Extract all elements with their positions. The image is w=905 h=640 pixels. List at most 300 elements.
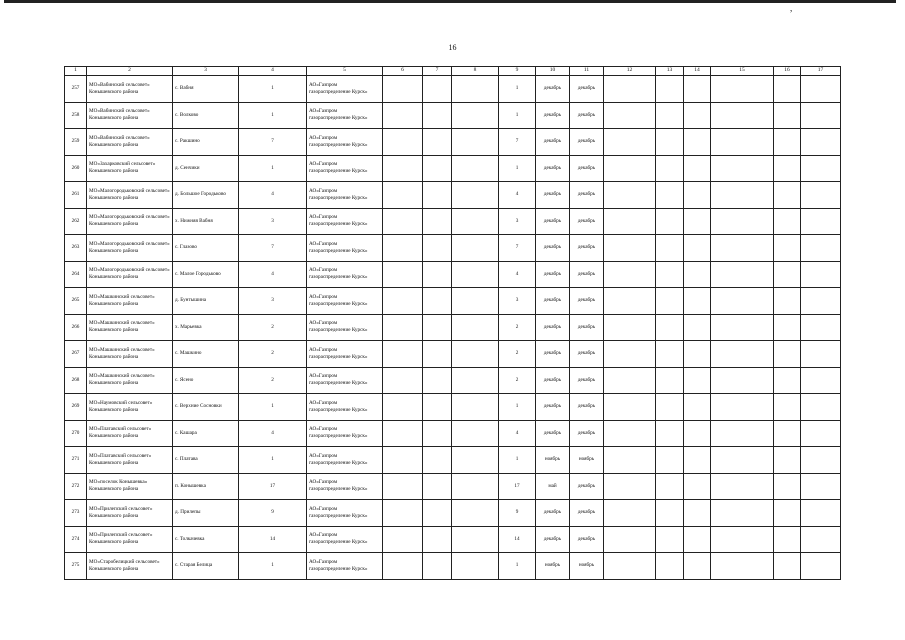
empty-cell	[711, 367, 774, 394]
table-row	[65, 102, 841, 129]
organization-cell: АО«Газпром газораспределение Курск»	[307, 235, 383, 262]
empty-cell	[774, 314, 801, 341]
start-month-cell: декабрь	[536, 341, 570, 368]
count-cell: 4	[239, 182, 307, 209]
end-month-cell: декабрь	[570, 314, 604, 341]
table-row	[65, 155, 841, 182]
organization-cell: АО«Газпром газораспределение Курск»	[307, 102, 383, 129]
empty-cell	[423, 341, 452, 368]
empty-cell	[801, 473, 841, 500]
column-header: 13	[656, 67, 684, 76]
empty-cell	[801, 394, 841, 421]
table-row	[65, 394, 841, 421]
settlement-cell: х. Марьевка	[173, 314, 239, 341]
count-cell: 1	[239, 155, 307, 182]
empty-cell	[711, 553, 774, 580]
empty-cell	[383, 394, 423, 421]
empty-cell	[684, 129, 711, 156]
count-cell: 4	[239, 420, 307, 447]
empty-cell	[452, 447, 499, 474]
end-month-cell: декабрь	[570, 473, 604, 500]
empty-cell	[383, 367, 423, 394]
settlement-cell: с. Ясено	[173, 367, 239, 394]
settlement-cell: п. Конышевка	[173, 473, 239, 500]
municipality-cell: МО«Малогородьковский сельсовет» Конышевского района	[87, 182, 173, 209]
start-month-cell: декабрь	[536, 182, 570, 209]
empty-cell	[656, 553, 684, 580]
empty-cell	[684, 76, 711, 103]
empty-cell	[801, 288, 841, 315]
empty-cell	[656, 367, 684, 394]
municipality-cell: МО«Машкинский сельсовет» Конышевского района	[87, 314, 173, 341]
empty-cell	[604, 129, 656, 156]
table-row	[65, 182, 841, 209]
count-cell: 3	[239, 288, 307, 315]
empty-cell	[604, 208, 656, 235]
organization-cell: АО«Газпром газораспределение Курск»	[307, 129, 383, 156]
empty-cell	[711, 473, 774, 500]
empty-cell	[383, 553, 423, 580]
quantity-cell: 1	[499, 447, 536, 474]
register-table	[64, 66, 841, 580]
organization-cell: АО«Газпром газораспределение Курск»	[307, 288, 383, 315]
empty-cell	[423, 208, 452, 235]
row-number-cell: 272	[65, 473, 87, 500]
empty-cell	[774, 553, 801, 580]
settlement-cell: д. Прилепы	[173, 500, 239, 527]
empty-cell	[604, 500, 656, 527]
empty-cell	[383, 235, 423, 262]
column-header: 16	[774, 67, 801, 76]
empty-cell	[711, 500, 774, 527]
empty-cell	[383, 261, 423, 288]
table-row	[65, 235, 841, 262]
settlement-cell: с. Старая Белица	[173, 553, 239, 580]
empty-cell	[656, 420, 684, 447]
count-cell: 1	[239, 102, 307, 129]
empty-cell	[452, 155, 499, 182]
empty-cell	[452, 473, 499, 500]
empty-cell	[423, 129, 452, 156]
empty-cell	[423, 261, 452, 288]
empty-cell	[711, 341, 774, 368]
organization-cell: АО«Газпром газораспределение Курск»	[307, 420, 383, 447]
organization-cell: АО«Газпром газораспределение Курск»	[307, 182, 383, 209]
count-cell: 2	[239, 367, 307, 394]
start-month-cell: декабрь	[536, 394, 570, 421]
column-header: 14	[684, 67, 711, 76]
empty-cell	[423, 500, 452, 527]
empty-cell	[711, 155, 774, 182]
count-cell: 7	[239, 129, 307, 156]
empty-cell	[604, 182, 656, 209]
empty-cell	[684, 314, 711, 341]
empty-cell	[423, 447, 452, 474]
municipality-cell: МО«Платавский сельсовет» Конышевского района	[87, 420, 173, 447]
row-number-cell: 263	[65, 235, 87, 262]
empty-cell	[452, 526, 499, 553]
empty-cell	[452, 129, 499, 156]
start-month-cell: ноябрь	[536, 553, 570, 580]
empty-cell	[452, 102, 499, 129]
empty-cell	[452, 553, 499, 580]
quantity-cell: 1	[499, 155, 536, 182]
empty-cell	[801, 341, 841, 368]
empty-cell	[774, 155, 801, 182]
empty-cell	[452, 367, 499, 394]
header-row	[65, 67, 841, 76]
organization-cell: АО«Газпром газораспределение Курск»	[307, 394, 383, 421]
empty-cell	[656, 288, 684, 315]
empty-cell	[774, 182, 801, 209]
empty-cell	[656, 473, 684, 500]
empty-cell	[801, 420, 841, 447]
empty-cell	[684, 235, 711, 262]
empty-cell	[383, 182, 423, 209]
empty-cell	[711, 129, 774, 156]
empty-cell	[774, 341, 801, 368]
quantity-cell: 4	[499, 182, 536, 209]
column-header: 9	[499, 67, 536, 76]
quantity-cell: 3	[499, 288, 536, 315]
organization-cell: АО«Газпром газораспределение Курск»	[307, 526, 383, 553]
empty-cell	[801, 314, 841, 341]
municipality-cell: МО«поселок Конышевка» Конышевского района	[87, 473, 173, 500]
empty-cell	[774, 447, 801, 474]
start-month-cell: декабрь	[536, 235, 570, 262]
end-month-cell: декабрь	[570, 394, 604, 421]
organization-cell: АО«Газпром газораспределение Курск»	[307, 314, 383, 341]
settlement-cell: с. Волково	[173, 102, 239, 129]
column-header: 3	[173, 67, 239, 76]
empty-cell	[801, 447, 841, 474]
start-month-cell: декабрь	[536, 367, 570, 394]
empty-cell	[383, 102, 423, 129]
settlement-cell: с. Кашара	[173, 420, 239, 447]
empty-cell	[711, 394, 774, 421]
empty-cell	[774, 367, 801, 394]
table-row	[65, 314, 841, 341]
empty-cell	[711, 288, 774, 315]
corner-mark: ,	[790, 3, 793, 13]
column-header: 1	[65, 67, 87, 76]
empty-cell	[423, 526, 452, 553]
empty-cell	[383, 447, 423, 474]
empty-cell	[383, 288, 423, 315]
quantity-cell: 9	[499, 500, 536, 527]
organization-cell: АО«Газпром газораспределение Курск»	[307, 473, 383, 500]
column-header: 7	[423, 67, 452, 76]
empty-cell	[684, 341, 711, 368]
empty-cell	[684, 102, 711, 129]
row-number-cell: 269	[65, 394, 87, 421]
municipality-cell: МО«Прилепский сельсовет» Конышевского района	[87, 526, 173, 553]
empty-cell	[774, 288, 801, 315]
organization-cell: АО«Газпром газораспределение Курск»	[307, 367, 383, 394]
municipality-cell: МО«Вабинский сельсовет» Конышевского района	[87, 129, 173, 156]
column-header: 11	[570, 67, 604, 76]
organization-cell: АО«Газпром газораспределение Курск»	[307, 261, 383, 288]
empty-cell	[604, 76, 656, 103]
column-header: 6	[383, 67, 423, 76]
row-number-cell: 266	[65, 314, 87, 341]
quantity-cell: 14	[499, 526, 536, 553]
empty-cell	[774, 129, 801, 156]
end-month-cell: ноябрь	[570, 553, 604, 580]
empty-cell	[656, 129, 684, 156]
organization-cell: АО«Газпром газораспределение Курск»	[307, 500, 383, 527]
empty-cell	[423, 394, 452, 421]
column-header: 4	[239, 67, 307, 76]
quantity-cell: 4	[499, 420, 536, 447]
empty-cell	[656, 76, 684, 103]
empty-cell	[711, 208, 774, 235]
empty-cell	[452, 341, 499, 368]
start-month-cell: декабрь	[536, 314, 570, 341]
row-number-cell: 260	[65, 155, 87, 182]
empty-cell	[383, 76, 423, 103]
settlement-cell: с. Машкино	[173, 341, 239, 368]
start-month-cell: ноябрь	[536, 447, 570, 474]
count-cell: 14	[239, 526, 307, 553]
empty-cell	[774, 500, 801, 527]
count-cell: 7	[239, 235, 307, 262]
empty-cell	[452, 261, 499, 288]
empty-cell	[711, 235, 774, 262]
count-cell: 9	[239, 500, 307, 527]
empty-cell	[801, 129, 841, 156]
empty-cell	[801, 155, 841, 182]
settlement-cell: с. Глазово	[173, 235, 239, 262]
row-number-cell: 273	[65, 500, 87, 527]
row-number-cell: 258	[65, 102, 87, 129]
quantity-cell: 7	[499, 129, 536, 156]
empty-cell	[656, 500, 684, 527]
row-number-cell: 274	[65, 526, 87, 553]
column-header: 17	[801, 67, 841, 76]
row-number-cell: 271	[65, 447, 87, 474]
municipality-cell: МО«Захарковский сельсовет» Конышевского района	[87, 155, 173, 182]
row-number-cell: 259	[65, 129, 87, 156]
empty-cell	[452, 314, 499, 341]
quantity-cell: 7	[499, 235, 536, 262]
settlement-cell: с. Платава	[173, 447, 239, 474]
empty-cell	[684, 208, 711, 235]
start-month-cell: декабрь	[536, 76, 570, 103]
settlement-cell: с. Верхние Сосновки	[173, 394, 239, 421]
empty-cell	[656, 261, 684, 288]
organization-cell: АО«Газпром газораспределение Курск»	[307, 208, 383, 235]
count-cell: 1	[239, 394, 307, 421]
empty-cell	[801, 102, 841, 129]
settlement-cell: д. Бунтышина	[173, 288, 239, 315]
table-row	[65, 500, 841, 527]
end-month-cell: декабрь	[570, 261, 604, 288]
table-row	[65, 129, 841, 156]
empty-cell	[656, 314, 684, 341]
municipality-cell: МО«Наумовский сельсовет» Конышевского района	[87, 394, 173, 421]
settlement-cell: с. Ракшино	[173, 129, 239, 156]
table-row	[65, 208, 841, 235]
empty-cell	[801, 500, 841, 527]
empty-cell	[774, 208, 801, 235]
end-month-cell: ноябрь	[570, 447, 604, 474]
count-cell: 4	[239, 261, 307, 288]
empty-cell	[656, 208, 684, 235]
empty-cell	[711, 314, 774, 341]
empty-cell	[684, 394, 711, 421]
start-month-cell: декабрь	[536, 102, 570, 129]
empty-cell	[801, 182, 841, 209]
empty-cell	[684, 553, 711, 580]
empty-cell	[801, 208, 841, 235]
organization-cell: АО«Газпром газораспределение Курск»	[307, 76, 383, 103]
end-month-cell: декабрь	[570, 367, 604, 394]
empty-cell	[711, 526, 774, 553]
empty-cell	[604, 288, 656, 315]
column-header: 12	[604, 67, 656, 76]
quantity-cell: 1	[499, 394, 536, 421]
row-number-cell: 262	[65, 208, 87, 235]
row-number-cell: 261	[65, 182, 87, 209]
end-month-cell: декабрь	[570, 341, 604, 368]
settlement-cell: с. Толкачевка	[173, 526, 239, 553]
empty-cell	[423, 155, 452, 182]
count-cell: 2	[239, 341, 307, 368]
empty-cell	[604, 261, 656, 288]
row-number-cell: 265	[65, 288, 87, 315]
table-row	[65, 553, 841, 580]
municipality-cell: МО«Малогородьковский сельсовет» Конышевского района	[87, 261, 173, 288]
empty-cell	[684, 155, 711, 182]
empty-cell	[383, 420, 423, 447]
end-month-cell: декабрь	[570, 500, 604, 527]
empty-cell	[423, 314, 452, 341]
empty-cell	[801, 367, 841, 394]
quantity-cell: 3	[499, 208, 536, 235]
end-month-cell: декабрь	[570, 155, 604, 182]
quantity-cell: 1	[499, 76, 536, 103]
start-month-cell: декабрь	[536, 208, 570, 235]
settlement-cell: д. Сенчики	[173, 155, 239, 182]
empty-cell	[423, 102, 452, 129]
page-number: 16	[448, 43, 457, 52]
start-month-cell: декабрь	[536, 261, 570, 288]
empty-cell	[774, 235, 801, 262]
column-header: 8	[452, 67, 499, 76]
row-number-cell: 264	[65, 261, 87, 288]
empty-cell	[656, 102, 684, 129]
empty-cell	[656, 155, 684, 182]
table-body	[65, 76, 841, 580]
empty-cell	[604, 473, 656, 500]
empty-cell	[383, 473, 423, 500]
empty-cell	[801, 526, 841, 553]
quantity-cell: 2	[499, 341, 536, 368]
municipality-cell: МО«Платавский сельсовет» Конышевского района	[87, 447, 173, 474]
column-header: 5	[307, 67, 383, 76]
empty-cell	[423, 235, 452, 262]
start-month-cell: декабрь	[536, 288, 570, 315]
table-row	[65, 420, 841, 447]
quantity-cell: 4	[499, 261, 536, 288]
empty-cell	[452, 208, 499, 235]
municipality-cell: МО«Машкинский сельсовет» Конышевского района	[87, 367, 173, 394]
empty-cell	[423, 76, 452, 103]
empty-cell	[711, 420, 774, 447]
table-row	[65, 526, 841, 553]
empty-cell	[656, 526, 684, 553]
municipality-cell: МО«Малогородьковский сельсовет» Конышевского района	[87, 208, 173, 235]
organization-cell: АО«Газпром газораспределение Курск»	[307, 341, 383, 368]
empty-cell	[452, 76, 499, 103]
empty-cell	[604, 420, 656, 447]
table-row	[65, 261, 841, 288]
end-month-cell: декабрь	[570, 235, 604, 262]
end-month-cell: декабрь	[570, 420, 604, 447]
table-row	[65, 341, 841, 368]
empty-cell	[604, 367, 656, 394]
start-month-cell: декабрь	[536, 420, 570, 447]
municipality-cell: МО«Машкинский сельсовет» Конышевского района	[87, 288, 173, 315]
empty-cell	[684, 500, 711, 527]
column-header: 2	[87, 67, 173, 76]
empty-cell	[604, 314, 656, 341]
empty-cell	[452, 288, 499, 315]
empty-cell	[383, 155, 423, 182]
empty-cell	[383, 526, 423, 553]
empty-cell	[656, 182, 684, 209]
empty-cell	[423, 420, 452, 447]
empty-cell	[452, 235, 499, 262]
quantity-cell: 17	[499, 473, 536, 500]
top-border-line	[4, 0, 896, 3]
table-row	[65, 367, 841, 394]
empty-cell	[774, 394, 801, 421]
end-month-cell: декабрь	[570, 76, 604, 103]
empty-cell	[423, 182, 452, 209]
empty-cell	[604, 447, 656, 474]
row-number-cell: 267	[65, 341, 87, 368]
settlement-cell: с. Вабня	[173, 76, 239, 103]
settlement-cell: с. Малое Городьково	[173, 261, 239, 288]
empty-cell	[656, 394, 684, 421]
organization-cell: АО«Газпром газораспределение Курск»	[307, 553, 383, 580]
municipality-cell: МО«Малогородьковский сельсовет» Конышевского района	[87, 235, 173, 262]
count-cell: 1	[239, 76, 307, 103]
count-cell: 1	[239, 447, 307, 474]
settlement-cell: х. Нижняя Вабня	[173, 208, 239, 235]
count-cell: 17	[239, 473, 307, 500]
start-month-cell: декабрь	[536, 129, 570, 156]
empty-cell	[711, 447, 774, 474]
end-month-cell: декабрь	[570, 288, 604, 315]
empty-cell	[684, 526, 711, 553]
empty-cell	[383, 129, 423, 156]
row-number-cell: 268	[65, 367, 87, 394]
table-row	[65, 447, 841, 474]
row-number-cell: 270	[65, 420, 87, 447]
empty-cell	[684, 447, 711, 474]
end-month-cell: декабрь	[570, 182, 604, 209]
empty-cell	[604, 526, 656, 553]
empty-cell	[656, 235, 684, 262]
empty-cell	[711, 76, 774, 103]
empty-cell	[383, 341, 423, 368]
quantity-cell: 2	[499, 367, 536, 394]
empty-cell	[684, 473, 711, 500]
empty-cell	[452, 182, 499, 209]
